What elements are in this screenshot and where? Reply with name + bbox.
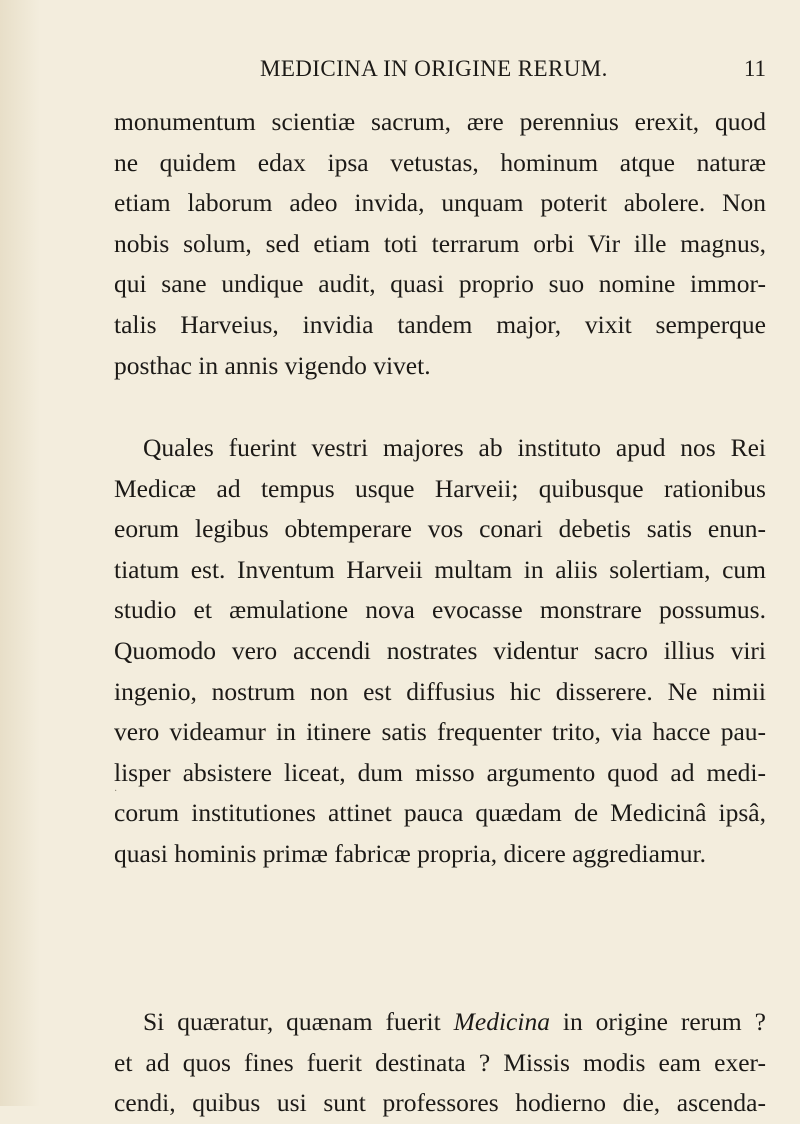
text-line: et ad quos fines fuerit destinata ? Missis modis eam exer- bbox=[114, 1047, 766, 1077]
running-title: MEDICINA IN ORIGINE RERUM. bbox=[260, 56, 608, 81]
print-speck: · bbox=[114, 786, 118, 797]
text-line: vero videamur in itinere satis frequenter trito, via hacce pau- bbox=[114, 717, 766, 747]
text-line: studio et æmulatione nova evocasse monstrare possumus. bbox=[114, 595, 766, 625]
text-fragment: in origine rerum ? bbox=[549, 1007, 766, 1036]
text-line: Quomodo vero accendi nostrates videntur sacro illius viri bbox=[114, 635, 766, 665]
paragraph-1 bbox=[114, 102, 766, 386]
paragraph-2 bbox=[114, 428, 766, 875]
text-fragment: Si quæratur, quænam fuerit bbox=[143, 1007, 454, 1036]
text-line: Quales fuerint vestri majores ab instituto apud nos Rei bbox=[143, 433, 766, 462]
text-line: ingenio, nostrum non est diffusius hic disserere. Ne nimii bbox=[114, 676, 766, 706]
text-line: tiatum est. Inventum Harveii multam in aliis solertiam, cum bbox=[114, 554, 766, 584]
text-line: posthac in annis vigendo vivet. bbox=[114, 350, 431, 380]
page-number: 11 bbox=[743, 56, 766, 81]
text-line: quasi hominis primæ fabricæ propria, dicere aggrediamur. bbox=[114, 838, 707, 868]
text-line: etiam laborum adeo invida, unquam poterit abolere. Non bbox=[114, 188, 766, 218]
text-line: qui sane undique audit, quasi proprio suo nomine immor- bbox=[114, 269, 766, 299]
text-line: cendi, quibus usi sunt professores hodierno die, ascenda- bbox=[114, 1088, 766, 1118]
text-line: Medicæ ad tempus usque Harveii; quibusque rationibus bbox=[114, 473, 766, 503]
text-line: lisper absistere liceat, dum misso argumento quod ad medi- bbox=[114, 757, 766, 787]
text-line: corum institutiones attinet pauca quædam de Medicinâ ipsâ, bbox=[114, 798, 766, 828]
text-line: talis Harveius, invidia tandem major, vixit semperque bbox=[114, 309, 766, 339]
italic-term: Medicina bbox=[453, 1007, 550, 1036]
running-head bbox=[114, 56, 766, 88]
text-line bbox=[114, 1002, 766, 1043]
text-line: eorum legibus obtemperare vos conari debetis satis enun- bbox=[114, 514, 766, 544]
text-line: nobis solum, sed etiam toti terrarum orbi Vir ille magnus, bbox=[114, 228, 766, 258]
text-line: monumentum scientiæ sacrum, ære perennius erexit, quod bbox=[114, 107, 766, 136]
text-line: ne quidem edax ipsa vetustas, hominum atque naturæ bbox=[114, 147, 766, 177]
